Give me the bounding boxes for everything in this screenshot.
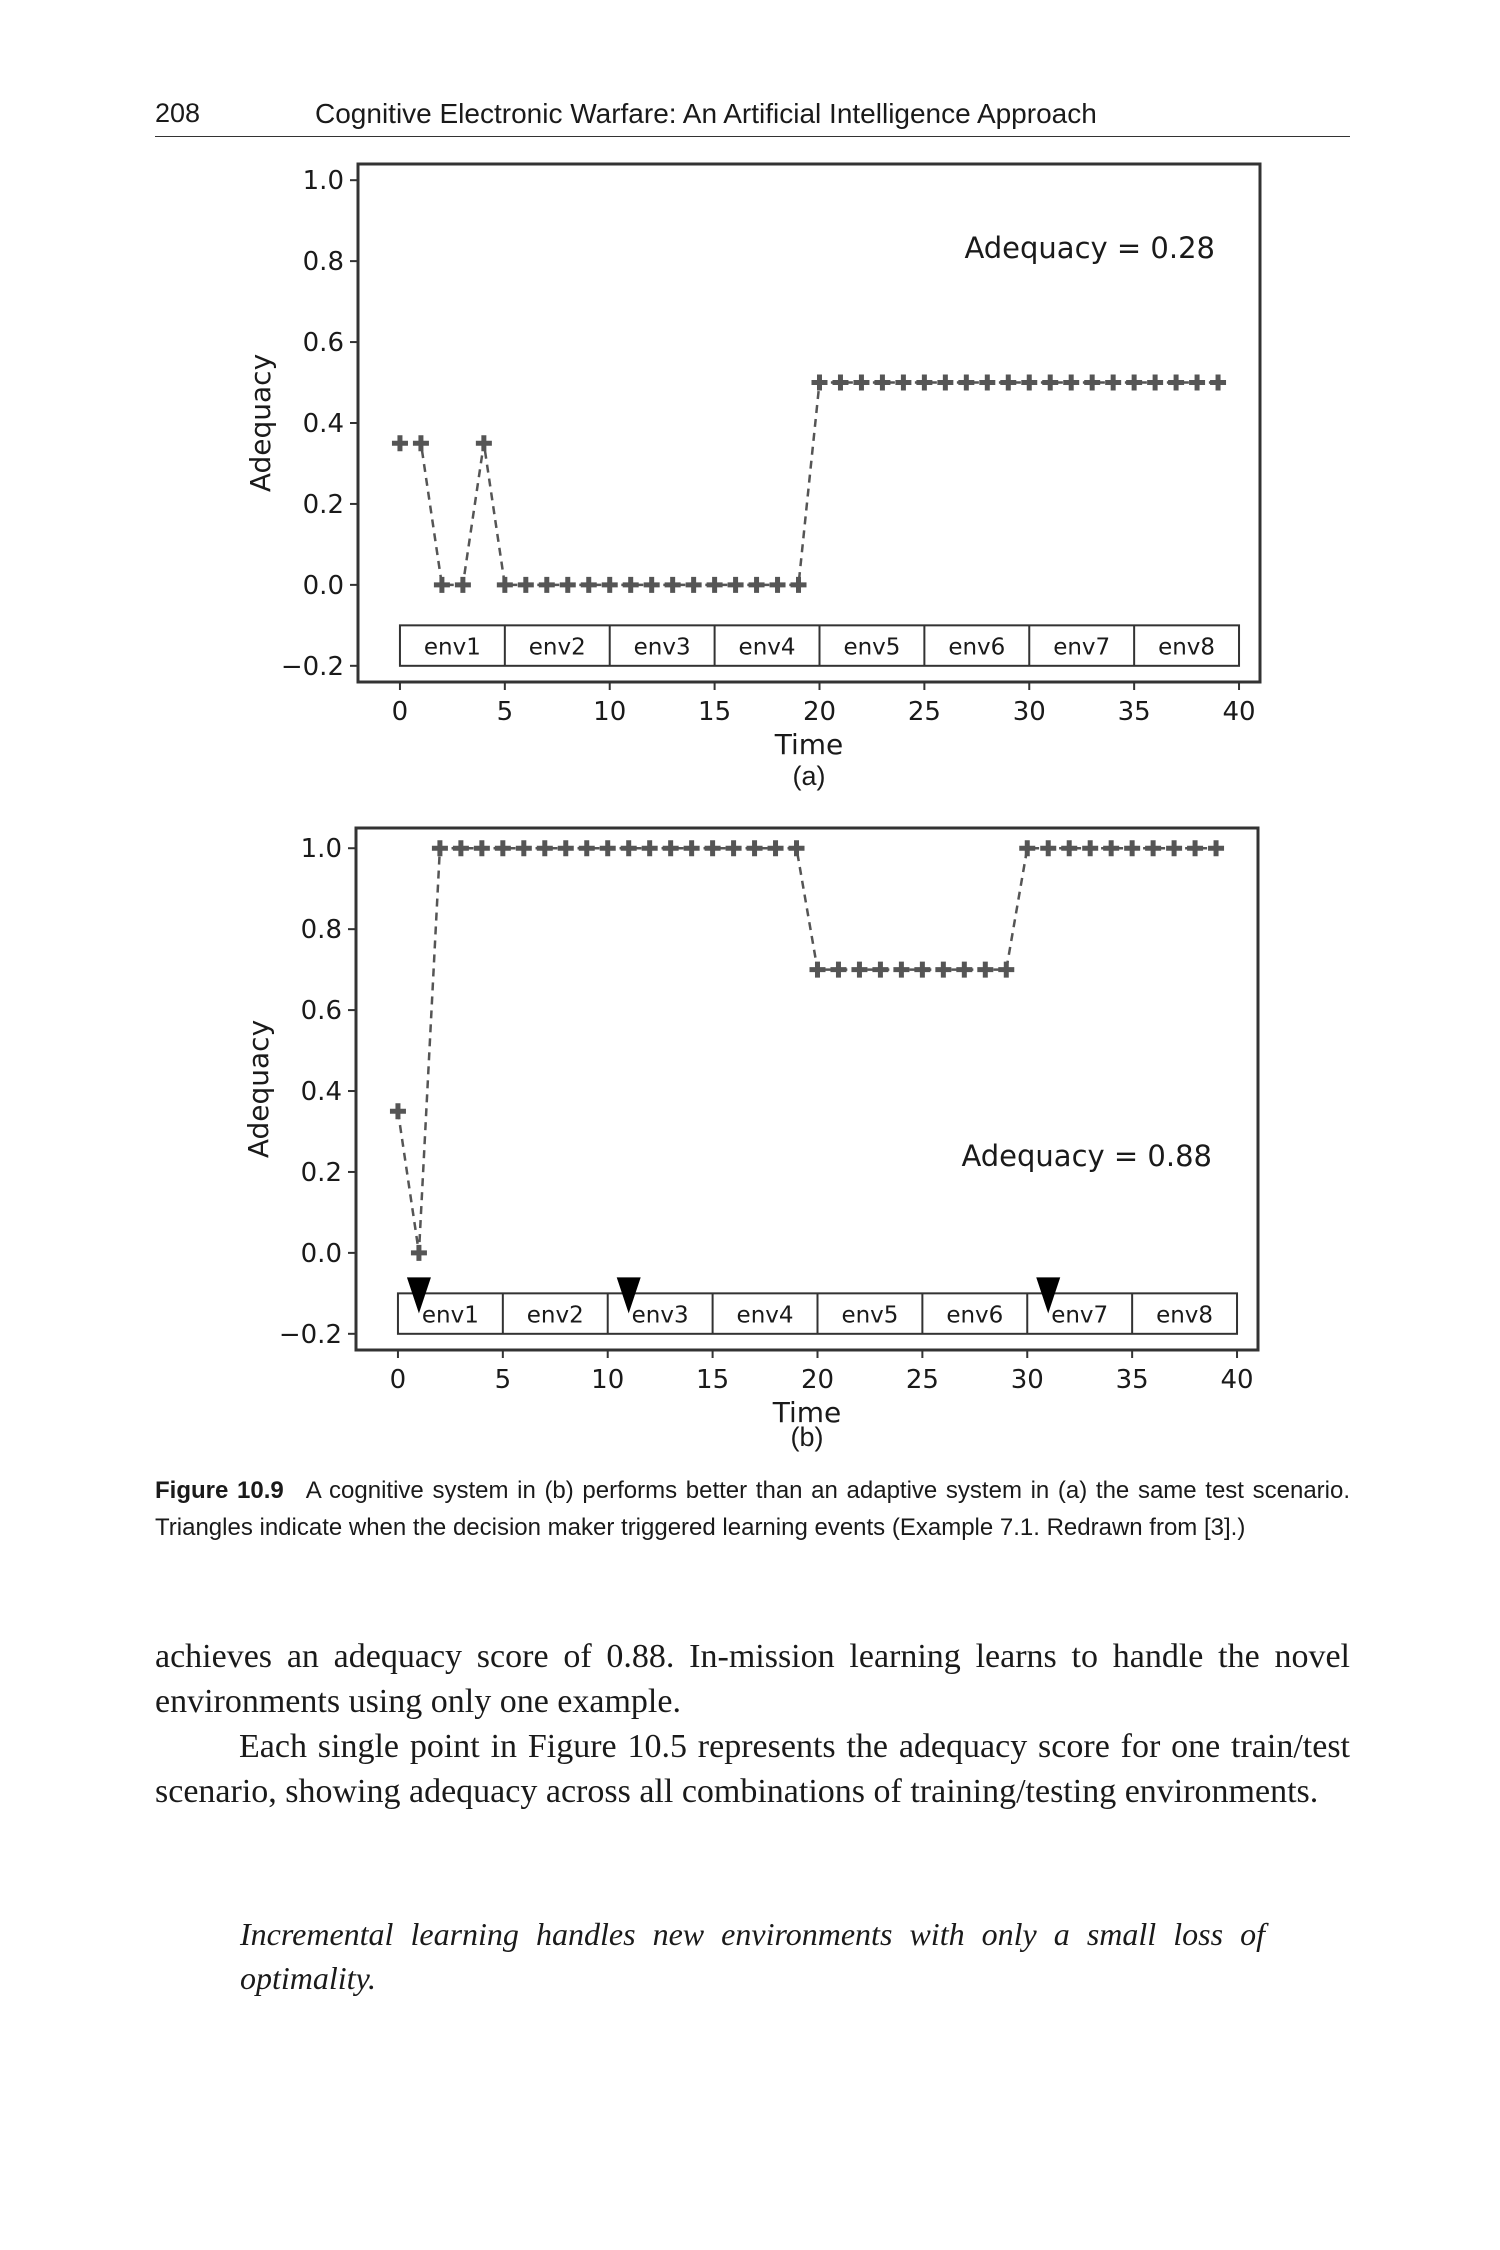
data-point-marker	[935, 962, 951, 978]
env-label: env5	[841, 1302, 899, 1329]
env-label: env3	[631, 1302, 689, 1329]
chart-a	[0, 150, 1500, 810]
data-point-marker	[977, 962, 993, 978]
running-head-title: Cognitive Electronic Warfare: An Artificial Intelligence Approach	[315, 98, 1097, 129]
data-point-marker	[916, 375, 932, 391]
y-tick-label: 0.8	[302, 247, 344, 278]
panel-label: (a)	[792, 761, 826, 791]
data-point-marker	[998, 962, 1014, 978]
x-tick-label: 25	[905, 1365, 939, 1395]
data-point-marker	[789, 840, 805, 856]
data-point-marker	[791, 577, 807, 593]
env-label: env1	[421, 1302, 479, 1329]
data-point-marker	[914, 962, 930, 978]
chart-b	[0, 810, 1500, 1470]
x-tick-label: 5	[496, 697, 514, 727]
data-point-marker	[621, 840, 637, 856]
env-label: env7	[1053, 634, 1111, 661]
body-text	[155, 1634, 1350, 1814]
y-tick-label: 0.4	[300, 1077, 342, 1108]
data-point-marker	[1103, 840, 1119, 856]
data-point-marker	[1061, 840, 1077, 856]
data-point-marker	[1063, 375, 1079, 391]
data-point-marker	[579, 840, 595, 856]
data-point-marker	[455, 577, 471, 593]
data-point-marker	[1124, 840, 1140, 856]
data-point-marker	[705, 840, 721, 856]
data-point-marker	[1019, 840, 1035, 856]
data-point-marker	[623, 577, 639, 593]
page-number: 208	[155, 98, 201, 128]
data-point-marker	[1210, 375, 1226, 391]
env-label: env8	[1158, 634, 1216, 661]
x-tick-label: 30	[1012, 697, 1046, 727]
figure-caption	[155, 1472, 1350, 1546]
x-tick-label: 0	[391, 697, 409, 727]
data-point-marker	[1084, 375, 1100, 391]
x-tick-label: 40	[1220, 1365, 1254, 1395]
data-point-marker	[497, 577, 513, 593]
x-tick-label: 40	[1222, 697, 1256, 727]
data-point-marker	[809, 962, 825, 978]
y-tick-label: 1.0	[302, 166, 344, 197]
data-point-marker	[1189, 375, 1205, 391]
data-point-marker	[956, 962, 972, 978]
data-point-marker	[726, 840, 742, 856]
data-point-marker	[895, 375, 911, 391]
env-label: env2	[526, 1302, 584, 1329]
y-tick-label: 0.6	[300, 996, 342, 1027]
data-point-marker	[1105, 375, 1121, 391]
data-point-marker	[665, 577, 681, 593]
data-point-marker	[560, 577, 576, 593]
y-tick-label: 0.0	[300, 1238, 342, 1269]
env-label: env3	[633, 634, 691, 661]
data-point-marker	[979, 375, 995, 391]
data-point-marker	[390, 1103, 406, 1119]
data-point-marker	[1147, 375, 1163, 391]
y-axis-label: Adequacy	[242, 1019, 275, 1159]
x-tick-label: 10	[591, 1365, 625, 1395]
data-point-marker	[686, 577, 702, 593]
plot-frame	[356, 828, 1258, 1350]
data-point-marker	[1145, 840, 1161, 856]
env-label: env7	[1051, 1302, 1109, 1329]
data-point-marker	[1126, 375, 1142, 391]
data-point-marker	[474, 840, 490, 856]
data-point-marker	[413, 435, 429, 451]
figure-caption-label: Figure 10.9	[155, 1477, 284, 1504]
data-point-marker	[581, 577, 597, 593]
data-point-marker	[770, 577, 786, 593]
y-tick-label: 0.0	[302, 570, 344, 601]
data-point-marker	[830, 962, 846, 978]
y-tick-label: 0.8	[300, 915, 342, 946]
running-header	[155, 92, 1350, 137]
data-point-marker	[811, 375, 827, 391]
x-tick-label: 0	[389, 1365, 407, 1395]
data-point-marker	[434, 577, 450, 593]
x-tick-label: 10	[593, 697, 627, 727]
data-point-marker	[1082, 840, 1098, 856]
y-tick-label: −0.2	[278, 1319, 342, 1350]
x-tick-label: 15	[698, 697, 732, 727]
data-point-marker	[749, 577, 765, 593]
data-point-marker	[1042, 375, 1058, 391]
env-label: env5	[843, 634, 901, 661]
data-point-marker	[853, 375, 869, 391]
data-point-marker	[1168, 375, 1184, 391]
data-point-marker	[958, 375, 974, 391]
data-point-marker	[1000, 375, 1016, 391]
data-point-marker	[893, 962, 909, 978]
y-axis-label: Adequacy	[244, 353, 277, 493]
data-point-marker	[663, 840, 679, 856]
data-point-marker	[476, 435, 492, 451]
data-point-marker	[874, 375, 890, 391]
italic-quote: Incremental learning handles new environments with only a small loss of optimality.	[240, 1916, 1265, 1996]
data-point-marker	[1187, 840, 1203, 856]
data-point-marker	[644, 577, 660, 593]
data-point-marker	[558, 840, 574, 856]
env-label: env6	[946, 1302, 1004, 1329]
x-axis-label: Time	[772, 1396, 842, 1429]
x-tick-label: 30	[1010, 1365, 1044, 1395]
x-tick-label: 35	[1115, 1365, 1149, 1395]
y-tick-label: 0.2	[300, 1157, 342, 1188]
y-tick-label: 0.6	[302, 328, 344, 359]
data-point-marker	[1040, 840, 1056, 856]
panel-label: (b)	[790, 1422, 824, 1452]
data-point-marker	[1208, 840, 1224, 856]
env-label: env2	[528, 634, 586, 661]
series-line	[398, 848, 1216, 1253]
adequacy-annotation: Adequacy = 0.28	[964, 231, 1215, 265]
x-tick-label: 20	[802, 697, 837, 727]
data-point-marker	[707, 577, 723, 593]
y-tick-label: −0.2	[280, 651, 344, 682]
data-point-marker	[495, 840, 511, 856]
data-point-marker	[453, 840, 469, 856]
data-point-marker	[832, 375, 848, 391]
env-label: env8	[1156, 1302, 1214, 1329]
data-point-marker	[518, 577, 534, 593]
data-point-marker	[768, 840, 784, 856]
x-tick-label: 25	[907, 697, 941, 727]
data-point-marker	[411, 1245, 427, 1261]
x-tick-label: 15	[696, 1365, 730, 1395]
data-point-marker	[602, 577, 618, 593]
data-point-marker	[600, 840, 616, 856]
x-tick-label: 5	[494, 1365, 512, 1395]
env-label: env6	[948, 634, 1006, 661]
x-tick-label: 35	[1117, 697, 1151, 727]
data-point-marker	[728, 577, 744, 593]
y-tick-label: 0.2	[302, 489, 344, 520]
paragraph-2: Each single point in Figure 10.5 represents the adequacy score for one train/test scenario, showing adequacy across all combinations of training/testing environments.	[155, 1728, 1350, 1810]
data-point-marker	[684, 840, 700, 856]
x-axis-label: Time	[774, 728, 844, 761]
paragraph-1: achieves an adequacy score of 0.88. In-mission learning learns to handle the novel environments using only one example.	[155, 1638, 1350, 1720]
adequacy-annotation: Adequacy = 0.88	[961, 1139, 1212, 1173]
data-point-marker	[432, 840, 448, 856]
series-line	[400, 383, 1218, 585]
data-point-marker	[872, 962, 888, 978]
data-point-marker	[1166, 840, 1182, 856]
y-tick-label: 1.0	[300, 834, 342, 865]
y-tick-label: 0.4	[302, 409, 344, 439]
data-point-marker	[537, 840, 553, 856]
data-point-marker	[392, 435, 408, 451]
data-point-marker	[539, 577, 555, 593]
env-label: env4	[736, 1302, 794, 1329]
figure-caption-text: A cognitive system in (b) performs better than an adaptive system in (a) the same test scenario. Triangles indicate when the decision maker triggered learning events (Example 7.1. Redrawn from [3].)	[155, 1477, 1351, 1541]
x-tick-label: 20	[800, 1365, 835, 1395]
env-label: env4	[738, 634, 796, 661]
env-label: env1	[423, 634, 481, 661]
data-point-marker	[937, 375, 953, 391]
data-point-marker	[851, 962, 867, 978]
data-point-marker	[516, 840, 532, 856]
data-point-marker	[747, 840, 763, 856]
data-point-marker	[642, 840, 658, 856]
data-point-marker	[1021, 375, 1037, 391]
